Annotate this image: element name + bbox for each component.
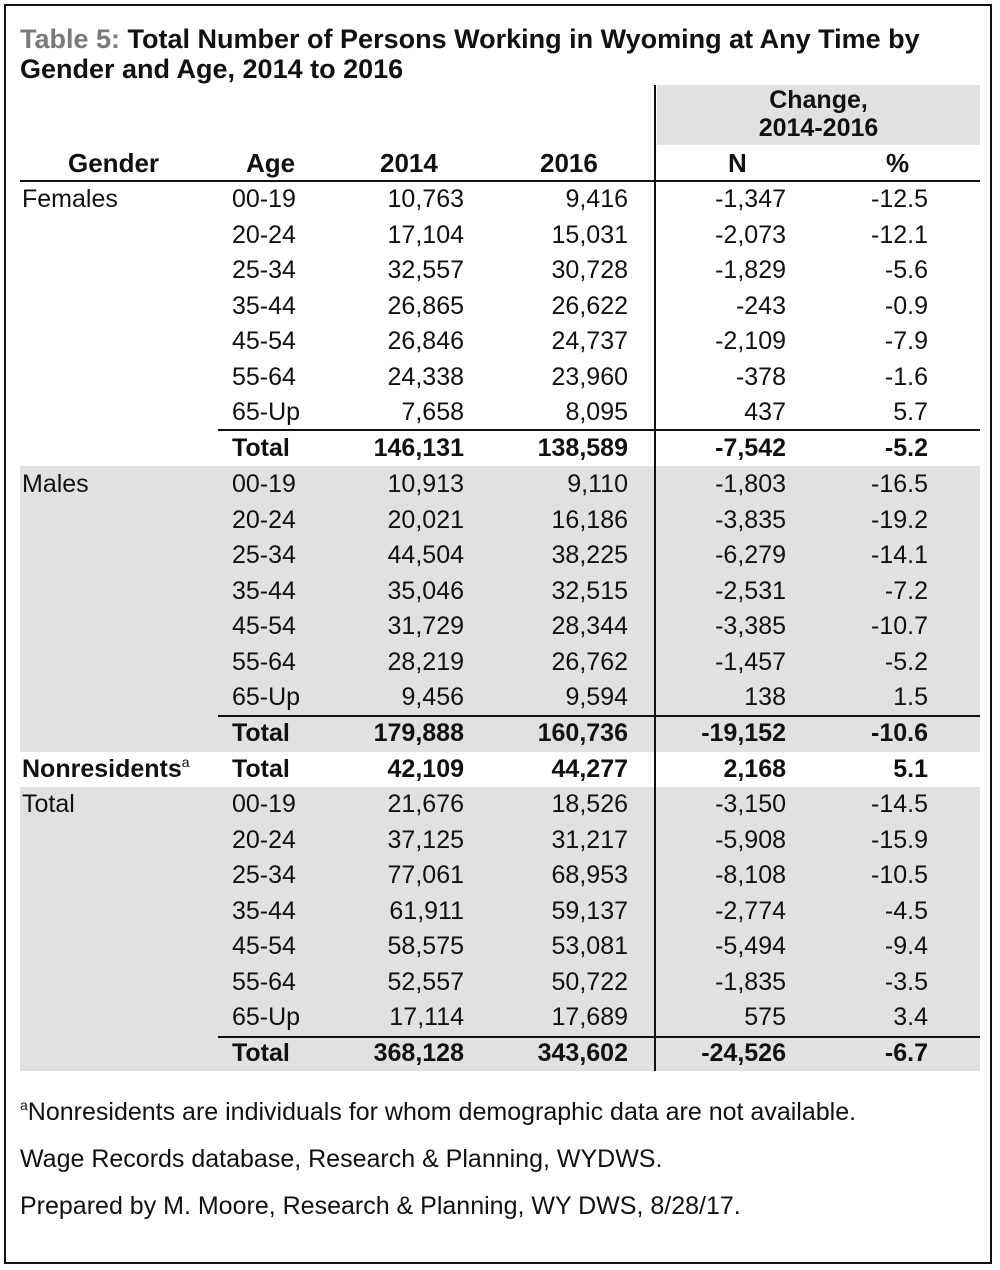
change-n-cell: -1,835: [715, 967, 786, 996]
y2016-cell: 23,960: [551, 362, 628, 391]
table-row: [0, 503, 1000, 539]
y2014-cell: 61,911: [389, 896, 464, 925]
change-n-cell: 437: [744, 398, 786, 426]
year-2016-header: 2016: [540, 148, 598, 178]
age-cell: 20-24: [232, 825, 296, 854]
change-n-cell: -7,542: [715, 434, 786, 462]
age-cell: Total: [232, 434, 290, 462]
change-n-cell: -2,774: [715, 896, 786, 925]
age-cell: 20-24: [232, 505, 296, 534]
year-2014-header: 2014: [380, 148, 438, 178]
change-n-cell: -2,073: [715, 220, 786, 249]
nonresidents-label: Nonresidents: [22, 755, 182, 783]
table-row: [0, 360, 1000, 396]
change-pct-cell: -14.5: [871, 790, 928, 818]
change-n-cell: -24,526: [701, 1039, 786, 1067]
table-row: [0, 538, 1000, 574]
change-pct-cell: -7.9: [884, 327, 928, 355]
change-n-cell: -5,908: [715, 825, 786, 854]
y2016-cell: 30,728: [551, 256, 628, 284]
y2014-cell: 179,888: [373, 719, 464, 747]
age-cell: 25-34: [232, 861, 296, 889]
table-row: [0, 395, 1000, 431]
age-cell: 00-19: [232, 470, 296, 498]
nonresidents-footnote-marker: a: [181, 754, 190, 770]
age-cell: 55-64: [232, 967, 296, 996]
y2016-cell: 9,110: [567, 470, 628, 498]
change-pct-cell: -14.1: [871, 541, 928, 569]
table-row: [0, 787, 1000, 823]
change-pct-header: %: [886, 148, 910, 178]
y2016-cell: 16,186: [551, 505, 628, 534]
y2016-cell: 8,095: [565, 398, 628, 426]
y2016-cell: 17,689: [551, 1003, 628, 1031]
age-cell: 65-Up: [232, 683, 301, 711]
table-row: [0, 324, 1000, 360]
age-cell: 55-64: [232, 647, 296, 676]
y2014-cell: 17,114: [389, 1003, 464, 1031]
change-pct-cell: -5.6: [884, 256, 928, 284]
table-row: [0, 609, 1000, 645]
table-row: [0, 645, 1000, 681]
y2014-cell: 26,846: [387, 327, 464, 355]
change-n-cell: -5,494: [715, 932, 786, 960]
change-n-cell: -3,385: [715, 612, 786, 640]
y2014-cell: 28,219: [387, 647, 464, 676]
y2016-cell: 44,277: [551, 755, 628, 783]
y2016-cell: 9,594: [565, 683, 628, 711]
change-pct-cell: -15.9: [871, 825, 928, 854]
change-pct-cell: -6.7: [884, 1039, 928, 1067]
age-cell: 65-Up: [232, 398, 301, 426]
age-cell: 45-54: [232, 612, 296, 640]
table-row: [0, 858, 1000, 894]
age-cell: Total: [232, 1039, 290, 1067]
y2016-cell: 9,416: [565, 185, 628, 213]
y2014-cell: 368,128: [373, 1039, 464, 1067]
total-row-all: [0, 1036, 1000, 1072]
y2016-cell: 138,589: [537, 434, 628, 462]
y2016-cell: 26,762: [551, 647, 628, 676]
change-n-cell: 575: [744, 1003, 786, 1031]
change-n-cell: -6,279: [715, 541, 786, 569]
y2016-cell: 28,344: [551, 612, 628, 640]
table-row: [0, 823, 1000, 859]
change-pct-cell: -19.2: [871, 505, 928, 534]
change-n-cell: -3,835: [715, 505, 786, 534]
table-row: [0, 1000, 1000, 1036]
age-header: Age: [246, 148, 296, 178]
change-pct-cell: -7.2: [884, 576, 928, 605]
y2016-cell: 38,225: [551, 541, 628, 569]
y2016-cell: 26,622: [551, 291, 628, 320]
group-label-females: Females: [22, 185, 118, 213]
y2016-cell: 160,736: [537, 719, 628, 747]
change-n-cell: -2,109: [715, 327, 786, 355]
age-cell: 35-44: [232, 896, 296, 925]
table-row: [0, 574, 1000, 610]
change-pct-cell: -0.9: [884, 291, 928, 320]
y2014-cell: 44,504: [387, 541, 464, 569]
y2016-cell: 50,722: [551, 967, 628, 996]
change-n-cell: -19,152: [701, 719, 786, 747]
change-pct-cell: 1.5: [893, 683, 928, 711]
change-pct-cell: -5.2: [884, 434, 928, 462]
age-cell: 65-Up: [232, 1003, 301, 1031]
gender-header: Gender: [68, 148, 160, 178]
y2014-cell: 9,456: [401, 683, 464, 711]
group-label-males: Males: [22, 470, 89, 498]
y2016-cell: 68,953: [551, 861, 628, 889]
change-pct-cell: -10.6: [871, 719, 928, 747]
age-cell: 45-54: [232, 327, 296, 355]
y2016-cell: 18,526: [551, 790, 628, 818]
change-n-cell: -243: [735, 291, 786, 320]
table-row: [0, 182, 1000, 218]
y2014-cell: 31,729: [387, 612, 464, 640]
change-n-cell: -1,347: [715, 185, 786, 213]
change-pct-cell: -10.7: [871, 612, 928, 640]
y2014-cell: 32,557: [387, 256, 464, 284]
change-pct-cell: -12.5: [871, 185, 928, 213]
change-pct-cell: -1.6: [884, 362, 928, 391]
table-row: [0, 894, 1000, 930]
y2014-cell: 37,125: [387, 825, 464, 854]
change-pct-cell: -5.2: [884, 647, 928, 676]
y2014-cell: 7,658: [401, 398, 464, 426]
change-n-header: N: [728, 148, 747, 178]
age-cell: Total: [232, 719, 290, 747]
age-cell: 00-19: [232, 185, 296, 213]
y2014-cell: 21,676: [387, 790, 464, 818]
change-pct-cell: -9.4: [884, 932, 928, 960]
age-cell: 45-54: [232, 932, 296, 960]
table-title: [20, 24, 980, 84]
y2014-cell: 77,061: [387, 861, 464, 889]
group-label-nonresidents: [22, 752, 190, 787]
change-n-cell: -1,829: [715, 256, 786, 284]
table-row: [0, 218, 1000, 254]
y2016-cell: 343,602: [537, 1039, 628, 1067]
y2016-cell: 31,217: [551, 825, 628, 854]
table-number: Table 5:: [20, 24, 121, 54]
change-pct-cell: -10.5: [871, 861, 928, 889]
y2014-cell: 35,046: [387, 576, 464, 605]
change-header: [657, 86, 980, 142]
age-cell: 35-44: [232, 291, 296, 320]
y2014-cell: 58,575: [387, 932, 464, 960]
table-row: [0, 467, 1000, 503]
change-n-cell: -1,803: [715, 470, 786, 498]
change-pct-cell: -3.5: [884, 967, 928, 996]
age-cell: 20-24: [232, 220, 296, 249]
y2016-cell: 32,515: [551, 576, 628, 605]
change-pct-cell: 5.1: [893, 755, 928, 783]
y2014-cell: 52,557: [387, 967, 464, 996]
change-n-cell: -2,531: [715, 576, 786, 605]
table-row: [0, 929, 1000, 965]
y2016-cell: 15,031: [551, 220, 628, 249]
table-row: [0, 680, 1000, 716]
change-pct-cell: -12.1: [871, 220, 928, 249]
change-pct-cell: 3.4: [893, 1003, 928, 1031]
total-row-females: [0, 431, 1000, 467]
age-cell: 25-34: [232, 541, 296, 569]
y2014-cell: 10,913: [387, 470, 464, 498]
change-n-cell: -1,457: [715, 647, 786, 676]
total-row-males: [0, 716, 1000, 752]
y2014-cell: 42,109: [387, 755, 464, 783]
change-n-cell: -3,150: [715, 790, 786, 818]
total-row-nonresidents: [0, 752, 1000, 788]
y2014-cell: 24,338: [387, 362, 464, 391]
change-pct-cell: 5.7: [893, 398, 928, 426]
change-header-line1: Change,: [769, 86, 868, 114]
change-n-cell: -378: [735, 362, 786, 391]
change-header-line2: 2014-2016: [758, 114, 879, 142]
footnote-text: Nonresidents are individuals for whom demographic data are not available.: [27, 1098, 857, 1126]
table-row: [0, 965, 1000, 1001]
y2014-cell: 26,865: [387, 291, 464, 320]
change-pct-cell: -4.5: [884, 896, 928, 925]
y2014-cell: 20,021: [387, 505, 464, 534]
table-row: [0, 289, 1000, 325]
change-n-cell: -8,108: [715, 861, 786, 889]
change-n-cell: 2,168: [723, 755, 786, 783]
age-cell: 00-19: [232, 790, 296, 818]
y2014-cell: 146,131: [373, 434, 464, 462]
table-title-text: Total Number of Persons Working in Wyoming at Any Time by Gender and Age, 2014 to 2016: [20, 24, 920, 84]
age-cell: 35-44: [232, 576, 296, 605]
change-pct-cell: -16.5: [871, 470, 928, 498]
footnote-marker: a: [20, 1097, 28, 1113]
change-n-cell: 138: [744, 683, 786, 711]
footnote-nonresidents: [20, 1097, 856, 1127]
y2014-cell: 17,104: [387, 220, 464, 249]
group-label-total: Total: [22, 790, 75, 818]
age-cell: Total: [232, 755, 290, 783]
y2014-cell: 10,763: [387, 185, 464, 213]
table-row: [0, 253, 1000, 289]
y2016-cell: 24,737: [551, 327, 628, 355]
y2016-cell: 59,137: [551, 896, 628, 925]
source-note: Wage Records database, Research & Planning, WYDWS.: [20, 1145, 663, 1173]
prepared-note: Prepared by M. Moore, Research & Planning, WY DWS, 8/28/17.: [20, 1192, 741, 1220]
age-cell: 25-34: [232, 256, 296, 284]
age-cell: 55-64: [232, 362, 296, 391]
y2016-cell: 53,081: [551, 932, 628, 960]
